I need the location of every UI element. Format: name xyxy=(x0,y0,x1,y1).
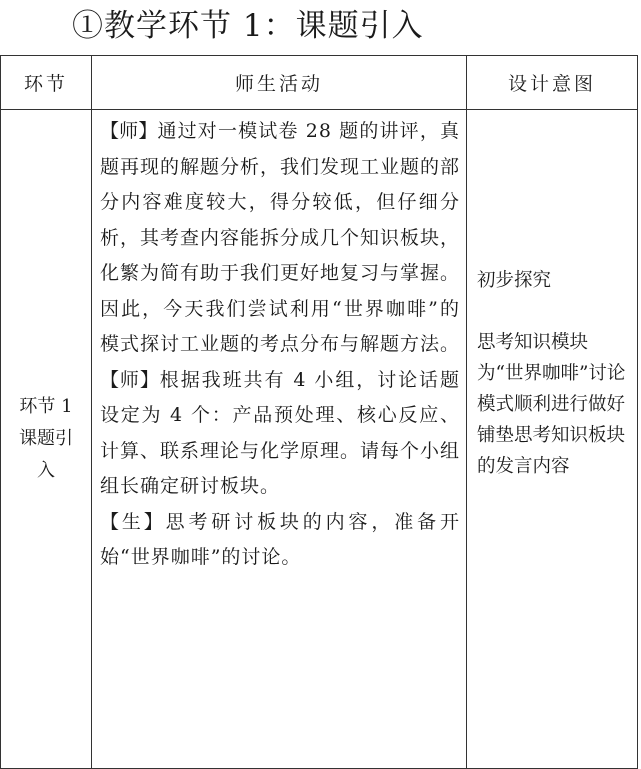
table-header-row xyxy=(1,56,638,110)
design-intent-cell xyxy=(467,110,638,769)
activities-cell xyxy=(92,110,467,769)
stage-cell xyxy=(1,110,92,769)
activity-text: 根据我班共有 4 小组，讨论话题设定为 4 个：产品预处理、核心反应、计算、联系理论与化学原理。请每个小组组长确定研讨板块。 xyxy=(100,368,461,497)
speaker-tag: 【师】 xyxy=(100,120,158,142)
speaker-tag: 【生】 xyxy=(100,510,166,533)
stage-label: 环节 1 课题引入 xyxy=(19,396,73,481)
speaker-tag: 【师】 xyxy=(100,368,160,391)
intent-body: 思考知识模块为“世界咖啡”讨论模式顺利进行做好铺垫思考知识板块的发言内容 xyxy=(477,332,626,477)
lesson-plan-table xyxy=(0,55,638,769)
activity-paragraph xyxy=(100,363,460,505)
activity-paragraph xyxy=(100,505,460,576)
header-stage: 环节 xyxy=(1,56,92,110)
section-heading: ①教学环节 1：课题引入 xyxy=(72,8,424,44)
activity-text: 通过对一模试卷 28 题的讲评，真题再现的解题分析，我们发现工业题的部分内容难度较大，得分较低，但仔细分析，其考查内容能拆分成几个知识板块，化繁为简有助于我们更好地复习与掌握。因此，今天我们尝试利用“世界咖啡”的模式探讨工业题的考点分布与解题方法。 xyxy=(100,120,461,355)
header-activities: 师生活动 xyxy=(92,56,467,110)
intent-first: 初步探究 xyxy=(477,270,552,291)
activity-text: 思考研讨板块的内容，准备开始“世界咖啡”的讨论。 xyxy=(100,510,460,568)
table-row xyxy=(1,110,638,769)
activity-paragraph xyxy=(100,114,460,363)
header-design-intent: 设计意图 xyxy=(467,56,638,110)
